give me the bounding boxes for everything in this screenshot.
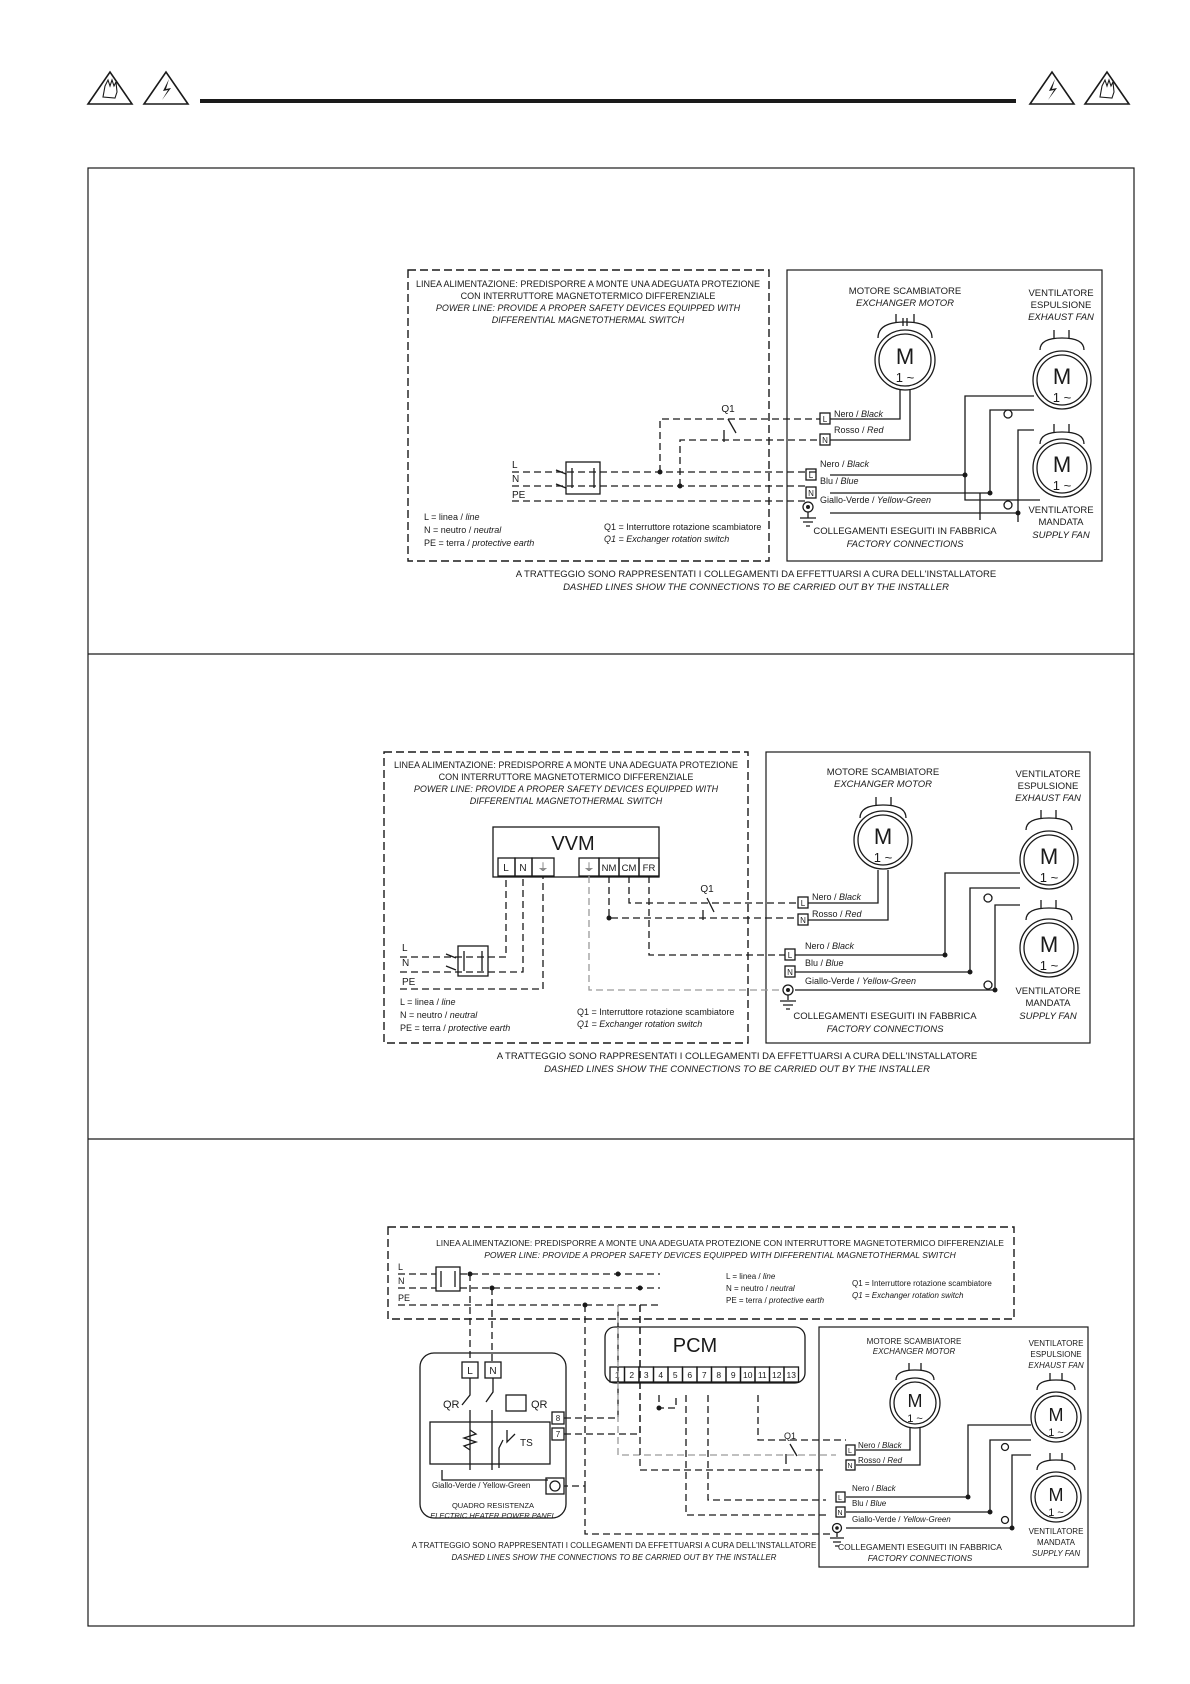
svg-text:1 ~: 1 ~: [1052, 478, 1072, 493]
svg-text:N = neutro / neutral: N = neutro / neutral: [424, 525, 502, 535]
svg-text:Giallo-Verde / Yellow-Green: Giallo-Verde / Yellow-Green: [805, 976, 917, 986]
svg-text:N: N: [808, 489, 814, 498]
exhaust-fan-motor: [1020, 810, 1078, 889]
svg-text:M: M: [1052, 364, 1072, 389]
power-line-en-1: POWER LINE: PROVIDE A PROPER SAFETY DEVICES EQUIPPED WITH: [435, 303, 741, 313]
svg-text:QUADRO RESISTENZA: QUADRO RESISTENZA: [451, 1501, 535, 1510]
svg-text:SUPPLY FAN: SUPPLY FAN: [1032, 530, 1090, 541]
svg-text:A TRATTEGGIO SONO RAPPRESENTAT: A TRATTEGGIO SONO RAPPRESENTATI I COLLEGAMENTI DA EFFETTUARSI A CURA DELL'INSTALLATORE: [496, 1051, 978, 1062]
svg-text:Giallo-Verde / Yellow-Green: Giallo-Verde / Yellow-Green: [432, 1481, 531, 1490]
outer-frame: [88, 168, 1134, 1626]
svg-text:L: L: [808, 471, 814, 480]
exhaust-fan-motor: [1031, 1373, 1081, 1442]
electric-warning-icon: [144, 72, 188, 104]
exhaust-fan-en: EXHAUST FAN: [1028, 312, 1094, 323]
svg-text:L: L: [402, 943, 408, 954]
svg-text:N = neutro / neutral: N = neutro / neutral: [400, 1010, 478, 1020]
vvm-controller: [493, 827, 659, 877]
dashed-note-it: A TRATTEGGIO SONO RAPPRESENTATI I COLLEGAMENTI DA EFFETTUARSI A CURA DELL'INSTALLATORE: [515, 569, 997, 580]
svg-text:L: L: [822, 415, 828, 424]
pcm-terminal-label: 10: [743, 1370, 753, 1380]
svg-text:Blu / Blue: Blu / Blue: [820, 476, 859, 486]
svg-text:L: L: [398, 1262, 404, 1272]
svg-text:CM: CM: [621, 863, 637, 874]
exchanger-motor: [875, 314, 935, 390]
svg-text:Q1: Q1: [721, 404, 735, 415]
svg-text:Nero / Black: Nero / Black: [858, 1441, 902, 1450]
svg-text:Rosso / Red: Rosso / Red: [812, 909, 862, 919]
svg-text:VENTILATORE: VENTILATORE: [1028, 1339, 1084, 1348]
supply-fan-motor: [1031, 1453, 1081, 1522]
svg-text:POWER LINE: PROVIDE A PROPER S: POWER LINE: PROVIDE A PROPER SAFETY DEVICES EQUIPPED WITH: [413, 784, 719, 794]
svg-text:N: N: [787, 968, 793, 977]
svg-text:PE: PE: [512, 490, 526, 501]
svg-text:QR: QR: [443, 1399, 460, 1411]
svg-text:Nero / Black: Nero / Black: [834, 409, 884, 419]
supply-fan-motor: [1033, 424, 1091, 497]
electric-warning-icon: [1030, 72, 1074, 104]
svg-text:L = linea / line: L = linea / line: [424, 512, 480, 522]
svg-text:COLLEGAMENTI ESEGUITI IN FABBR: COLLEGAMENTI ESEGUITI IN FABBRICA: [838, 1542, 1002, 1552]
pcm-terminal-label: 8: [716, 1370, 722, 1380]
svg-text:L: L: [848, 1448, 852, 1455]
pcm-terminal-label: 2: [629, 1370, 635, 1380]
panel-3-pcm-wiring: [388, 1227, 1088, 1567]
svg-text:N = neutro / neutral: N = neutro / neutral: [726, 1284, 795, 1293]
svg-text:EXHAUST FAN: EXHAUST FAN: [1015, 793, 1081, 804]
pcm-terminal-label: 6: [687, 1370, 693, 1380]
exchanger-motor: [890, 1363, 940, 1428]
svg-text:Q1: Q1: [783, 1431, 797, 1441]
svg-text:N: N: [489, 1366, 497, 1377]
svg-text:EXCHANGER MOTOR: EXCHANGER MOTOR: [872, 1347, 956, 1356]
svg-text:L: L: [503, 863, 509, 874]
svg-text:Nero / Black: Nero / Black: [820, 459, 870, 469]
svg-text:1 ~: 1 ~: [1039, 870, 1059, 885]
svg-text:VENTILATORE: VENTILATORE: [1015, 769, 1081, 780]
svg-text:FACTORY CONNECTIONS: FACTORY CONNECTIONS: [826, 1024, 944, 1035]
svg-text:MANDATA: MANDATA: [1025, 998, 1071, 1009]
panel-2-vvm-wiring: [384, 752, 1090, 1075]
hand-warning-icon: [88, 72, 132, 104]
svg-text:MOTORE SCAMBIATORE: MOTORE SCAMBIATORE: [826, 767, 940, 778]
panel-1-basic-wiring: [408, 270, 1102, 593]
svg-text:1 ~: 1 ~: [873, 850, 893, 865]
pcm-title: PCM: [672, 1335, 718, 1357]
svg-text:Q1 = Exchanger rotation switch: Q1 = Exchanger rotation switch: [577, 1019, 703, 1029]
svg-text:1 ~: 1 ~: [895, 370, 915, 385]
svg-text:EXHAUST FAN: EXHAUST FAN: [1028, 1361, 1084, 1370]
svg-text:Q1 = Exchanger rotation switch: Q1 = Exchanger rotation switch: [604, 534, 730, 544]
svg-text:COLLEGAMENTI ESEGUITI IN FABBR: COLLEGAMENTI ESEGUITI IN FABBRICA: [813, 526, 997, 537]
svg-text:N: N: [837, 1510, 843, 1517]
svg-text:TS: TS: [520, 1438, 533, 1449]
svg-text:⏚: ⏚: [537, 862, 549, 874]
svg-text:1 ~: 1 ~: [1052, 390, 1072, 405]
svg-text:FACTORY CONNECTIONS: FACTORY CONNECTIONS: [867, 1553, 973, 1563]
svg-text:ELECTRIC HEATER POWER PANEL: ELECTRIC HEATER POWER PANEL: [430, 1511, 556, 1520]
power-line-en-2: DIFFERENTIAL MAGNETOTHERMAL SWITCH: [491, 315, 685, 325]
svg-text:8: 8: [555, 1414, 561, 1423]
svg-text:MANDATA: MANDATA: [1037, 1538, 1075, 1547]
svg-text:VENTILATORE: VENTILATORE: [1015, 986, 1081, 997]
svg-text:POWER LINE: PROVIDE A PROPER S: POWER LINE: PROVIDE A PROPER SAFETY DEVICES EQUIPPED WITH DIFFERENTIAL MAGNETOTHERMAL SWITCH: [484, 1250, 956, 1260]
svg-text:L: L: [800, 899, 806, 908]
pcm-controller: [605, 1327, 805, 1383]
svg-text:Q1 = Interruttore rotazione sc: Q1 = Interruttore rotazione scambiatore: [604, 522, 762, 532]
svg-text:PE: PE: [402, 977, 416, 988]
svg-text:VENTILATORE: VENTILATORE: [1028, 1527, 1084, 1536]
svg-text:QR: QR: [531, 1399, 548, 1411]
svg-text:MANDATA: MANDATA: [1038, 517, 1084, 528]
svg-text:M: M: [1048, 1485, 1064, 1505]
svg-text:N: N: [519, 863, 527, 874]
svg-text:ESPULSIONE: ESPULSIONE: [1017, 781, 1079, 792]
svg-text:Q1 = Interruttore rotazione sc: Q1 = Interruttore rotazione scambiatore: [577, 1007, 735, 1017]
pcm-terminal-label: 7: [701, 1370, 707, 1380]
svg-text:PE = terra / protective earth: PE = terra / protective earth: [726, 1296, 825, 1305]
vvm-title: VVM: [551, 833, 595, 855]
svg-text:Q1 = Interruttore rotazione sc: Q1 = Interruttore rotazione scambiatore: [852, 1279, 992, 1288]
svg-text:L: L: [787, 951, 793, 960]
svg-text:1 ~: 1 ~: [1048, 1507, 1064, 1519]
exhaust-fan-it-2: ESPULSIONE: [1030, 300, 1092, 311]
svg-text:Blu / Blue: Blu / Blue: [852, 1499, 887, 1508]
svg-text:M: M: [1048, 1405, 1064, 1425]
svg-text:VENTILATORE: VENTILATORE: [1028, 505, 1094, 516]
svg-text:Rosso / Red: Rosso / Red: [834, 425, 884, 435]
svg-text:7: 7: [555, 1430, 561, 1439]
svg-text:FACTORY CONNECTIONS: FACTORY CONNECTIONS: [846, 539, 964, 550]
exhaust-fan-motor: [1033, 330, 1091, 409]
electric-heater-panel: [420, 1353, 566, 1520]
pcm-terminal-label: 5: [672, 1370, 678, 1380]
svg-text:A TRATTEGGIO SONO RAPPRESENTAT: A TRATTEGGIO SONO RAPPRESENTATI I COLLEGAMENTI DA EFFETTUARSI A CURA DELL'INSTALLATORE: [411, 1541, 817, 1550]
svg-text:COLLEGAMENTI ESEGUITI IN FABBR: COLLEGAMENTI ESEGUITI IN FABBRICA: [793, 1011, 977, 1022]
svg-text:N: N: [800, 916, 806, 925]
exchanger-motor: [854, 797, 912, 869]
svg-text:MOTORE SCAMBIATORE: MOTORE SCAMBIATORE: [866, 1337, 962, 1346]
svg-text:Nero / Black: Nero / Black: [805, 941, 855, 951]
hand-warning-icon: [1085, 72, 1129, 104]
svg-text:DASHED LINES SHOW THE CONNECTI: DASHED LINES SHOW THE CONNECTIONS TO BE CARRIED OUT BY THE INSTALLER: [544, 1064, 930, 1075]
svg-text:N: N: [402, 958, 410, 969]
svg-text:Nero / Black: Nero / Black: [812, 892, 862, 902]
svg-text:CON INTERRUTTORE MAGNETOTERMIC: CON INTERRUTTORE MAGNETOTERMICO DIFFERENZIALE: [438, 772, 694, 782]
svg-text:M: M: [1052, 452, 1072, 477]
svg-text:FR: FR: [642, 863, 656, 874]
svg-text:L: L: [512, 460, 518, 471]
pcm-terminal-label: 3: [643, 1370, 649, 1380]
exchanger-motor-en: EXCHANGER MOTOR: [855, 298, 955, 309]
pcm-terminal-label: 11: [757, 1370, 767, 1380]
svg-text:M: M: [1039, 932, 1059, 957]
pcm-terminal-label: 13: [786, 1370, 796, 1380]
svg-text:N: N: [847, 1463, 853, 1470]
svg-text:M: M: [907, 1391, 923, 1411]
supply-fan-motor: [1020, 900, 1078, 977]
header: [88, 72, 1129, 104]
svg-text:Giallo-Verde / Yellow-Green: Giallo-Verde / Yellow-Green: [852, 1515, 951, 1524]
svg-text:N: N: [398, 1276, 405, 1286]
svg-text:ESPULSIONE: ESPULSIONE: [1030, 1350, 1082, 1359]
pcm-terminal-label: 4: [658, 1370, 664, 1380]
svg-text:L = linea / line: L = linea / line: [400, 997, 456, 1007]
svg-text:1 ~: 1 ~: [1048, 1427, 1064, 1439]
svg-text:SUPPLY FAN: SUPPLY FAN: [1031, 1549, 1081, 1558]
power-line-it-1: LINEA ALIMENTAZIONE: PREDISPORRE A MONTE UNA ADEGUATA PROTEZIONE: [415, 279, 761, 289]
svg-text:Giallo-Verde / Yellow-Green: Giallo-Verde / Yellow-Green: [820, 495, 932, 505]
dashed-note-en: DASHED LINES SHOW THE CONNECTIONS TO BE CARRIED OUT BY THE INSTALLER: [563, 582, 949, 593]
svg-text:LINEA ALIMENTAZIONE: PREDISPOR: LINEA ALIMENTAZIONE: PREDISPORRE A MONTE UNA ADEGUATA PROTEZIONE: [393, 760, 739, 770]
svg-text:M: M: [1039, 844, 1059, 869]
svg-text:Blu / Blue: Blu / Blue: [805, 958, 844, 968]
svg-text:L: L: [838, 1495, 842, 1502]
svg-text:Nero / Black: Nero / Black: [852, 1484, 896, 1493]
svg-text:M: M: [873, 824, 893, 849]
svg-text:Q1 = Exchanger rotation switch: Q1 = Exchanger rotation switch: [852, 1291, 964, 1300]
svg-text:SUPPLY FAN: SUPPLY FAN: [1019, 1011, 1077, 1022]
exchanger-motor-it: MOTORE SCAMBIATORE: [848, 286, 962, 297]
svg-text:PE: PE: [398, 1293, 411, 1303]
pcm-terminal-label: 1: [614, 1370, 620, 1380]
svg-text:N: N: [512, 474, 520, 485]
svg-text:Q1: Q1: [700, 884, 714, 895]
pcm-terminal-label: 12: [772, 1370, 782, 1380]
pcm-terminal-label: 9: [730, 1370, 736, 1380]
svg-text:DIFFERENTIAL MAGNETOTHERMAL SW: DIFFERENTIAL MAGNETOTHERMAL SWITCH: [469, 796, 663, 806]
svg-text:1 ~: 1 ~: [1039, 958, 1059, 973]
power-line-it-2: CON INTERRUTTORE MAGNETOTERMICO DIFFERENZIALE: [460, 291, 716, 301]
svg-text:EXCHANGER MOTOR: EXCHANGER MOTOR: [833, 779, 933, 790]
svg-text:PE = terra / protective earth: PE = terra / protective earth: [424, 538, 535, 548]
svg-text:L = linea / line: L = linea / line: [726, 1272, 776, 1281]
svg-text:M: M: [895, 344, 915, 369]
svg-text:NM: NM: [601, 863, 617, 874]
svg-text:⏚: ⏚: [583, 862, 595, 874]
svg-text:PE = terra / protective earth: PE = terra / protective earth: [400, 1023, 511, 1033]
svg-text:LINEA ALIMENTAZIONE: PREDISPOR: LINEA ALIMENTAZIONE: PREDISPORRE A MONTE UNA ADEGUATA PROTEZIONE CON INTERRUTTORE MAGNETOTERMICO DIFFERENZIALE: [436, 1238, 1004, 1248]
svg-text:1 ~: 1 ~: [907, 1413, 923, 1425]
svg-text:DASHED LINES SHOW THE CONNECTI: DASHED LINES SHOW THE CONNECTIONS TO BE CARRIED OUT BY THE INSTALLER: [451, 1553, 777, 1562]
svg-text:L: L: [467, 1366, 473, 1377]
svg-text:Rosso / Red: Rosso / Red: [858, 1456, 903, 1465]
exhaust-fan-it-1: VENTILATORE: [1028, 288, 1094, 299]
svg-text:N: N: [822, 436, 828, 445]
